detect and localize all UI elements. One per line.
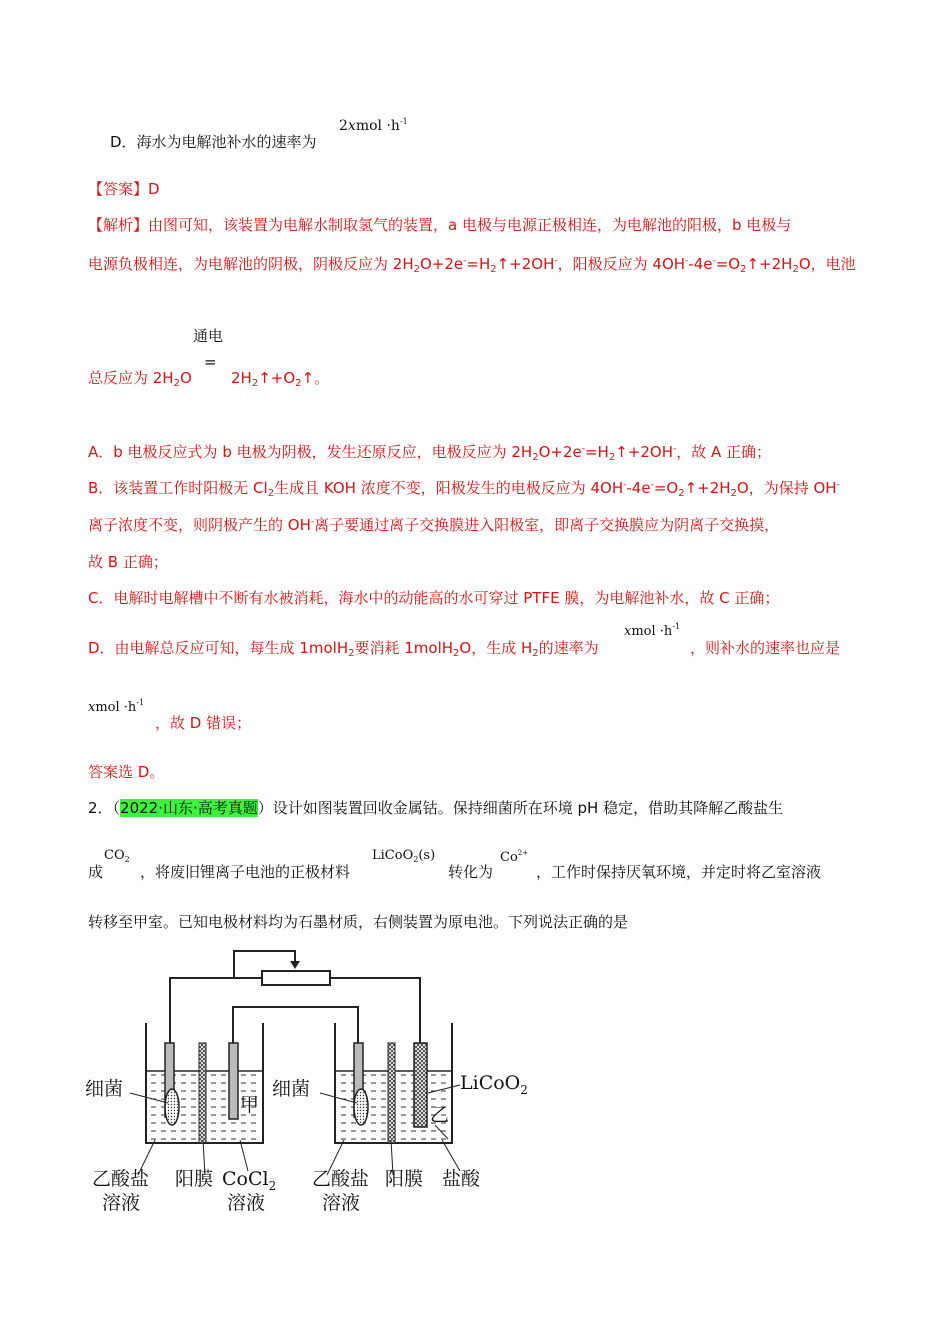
q2-line-1 [88,798,783,818]
rate-unit: mol [355,118,383,134]
q2-line-2b [140,862,350,882]
rate-dot: ·h [659,624,673,639]
rate-exp: -1 [672,622,681,631]
sup: - [554,256,558,266]
seg: -4e [626,479,651,497]
sub: 2 [348,648,355,659]
rate-exp: -1 [399,117,408,126]
seg: =H [466,255,491,273]
q2-line-2d [536,862,821,882]
seg: O，为保持 OH [736,479,837,497]
analysis-line-1 [88,215,791,235]
seg: 电源负极相连，为电解池的阴极，阴极反应为 2H [88,255,414,273]
seg: ↑。 [301,369,330,387]
q2-co2 [104,848,130,863]
sub: 2 [267,488,275,499]
sub: 2 [792,264,799,275]
option-d-text: D．海水为电解池补水的速率为 [110,133,317,151]
seg: O，生成 H [459,639,533,657]
explain-b-1 [88,478,840,498]
apparatus-diagram [80,935,550,1225]
sub: 2 [490,264,497,275]
seg: 总反应为 2H [88,369,174,387]
explain-d-2 [155,713,251,733]
total-reaction-right [231,368,329,388]
sup: - [310,517,315,527]
answer-line [88,179,160,199]
seg: ↑+O [258,369,296,387]
explain-d-rate-1 [624,624,680,639]
licoo2-text: LiCoO [460,1072,521,1094]
sub: 2 [532,452,539,463]
seg: ↑+2H [746,255,793,273]
label-bacteria-right: 细菌 [272,1078,311,1100]
sup: - [650,480,654,490]
sup: - [581,444,585,454]
bacteria-right [354,1089,368,1125]
sub: 2 [251,378,259,389]
label-solution-3: 溶液 [322,1192,361,1214]
total-reaction-left [88,368,192,388]
seg: ，故 A 正确； [676,443,772,461]
cocl2-text: CoCl [222,1168,269,1190]
analysis-text-1: 由图可知，该装置为电解水制取氢气的装置，a 电极与电源正极相连，为电解池的阳极，b 电极与 [148,216,792,234]
left-cell [146,1023,263,1143]
rate-exp: -1 [136,698,145,707]
label-bacteria-left: 细菌 [85,1078,124,1100]
q2-licoo2 [372,848,435,863]
seg: ↑+2H [684,479,731,497]
licoo2: LiCoO [372,848,414,863]
sup: - [685,256,689,266]
seg: ，阳极反应为 4OH [557,255,686,273]
sub: 2 [532,648,539,659]
membrane-left [199,1043,206,1143]
rate-var: x [88,700,96,715]
rate-dot: ·h [386,118,400,134]
seg: ↑+2OH [496,255,555,273]
sub: 2 [295,378,302,389]
condition-eq [204,352,217,372]
sup: - [836,480,840,490]
explain-d-rate-2 [88,700,144,715]
licoo2-electrode [414,1043,427,1127]
final-answer [88,762,164,782]
rate-unit: mol [95,700,120,715]
sup: - [673,444,677,454]
explain-b-2 [88,515,779,535]
q2-line-3 [88,912,628,932]
label-hcl: 盐酸 [442,1168,481,1190]
sub: 2 [678,488,685,499]
label-solution-1: 溶液 [102,1192,141,1214]
cocl2-sub: 2 [268,1179,277,1193]
sub: 2 [124,855,130,864]
seg: O+2e [419,255,464,273]
rate-coef: 2 [339,118,348,134]
sup: - [712,256,716,266]
bacteria-left [165,1089,179,1125]
seg: =H [584,443,609,461]
condition-text: 通电 [193,327,224,345]
label-yi: 乙 [430,1104,450,1126]
answer-label: 【答案】 [88,180,149,198]
rate-dot: ·h [123,700,137,715]
seg: ↑+2OH [615,443,673,461]
sup: 2+ [517,849,529,857]
rate-unit: mol [631,624,656,639]
label-solution-2: 溶液 [227,1192,266,1214]
label-cocl2 [222,1168,276,1193]
rheostat-slider-arrow [290,961,300,969]
label-membrane-1: 阳膜 [175,1168,214,1190]
electrode-left-b [229,1043,238,1119]
label-jia: 甲 [240,1094,260,1116]
explain-c [88,588,779,608]
sup: - [463,256,467,266]
state: (s) [418,848,436,863]
seg: 生成且 KOH 浓度不变，阳极发生的电极反应为 4OH [274,479,624,497]
seg: D．由电解总反应可知，每生成 1molH [88,639,349,657]
rate-var: x [624,624,632,639]
seg: ，将废旧锂离子电池的正极材料 [140,863,351,881]
explain-d-1 [88,638,599,658]
licoo2-sub: 2 [520,1083,528,1097]
seg: ，则补水的速率也应是 [690,639,841,657]
seg: 2H [231,369,252,387]
membrane-right [388,1043,395,1143]
seg: 故 B 正确； [88,553,168,571]
sub: 2 [413,264,420,275]
seg: ）设计如图装置回收金属钴。保持细菌所在环境 pH 稳定，借助其降解乙酸盐生 [257,799,784,817]
seg: 成 [88,863,104,881]
seg: 转移至甲室。已知电极材料均为石墨材质，右侧装置为原电池。下列说法正确的是 [88,913,629,931]
sub: 2 [608,452,616,463]
rate-var: x [347,118,356,134]
seg: 答案选 D。 [88,763,165,781]
seg: =O [715,255,741,273]
label-licoo2 [460,1072,528,1097]
label-membrane-2: 阳膜 [385,1168,424,1190]
option-d-rate [339,118,408,134]
seg: B．该装置工作时阳极无 Cl [88,479,268,497]
sub: 2 [413,855,419,864]
sub: 2 [453,648,460,659]
seg: O，电池 [798,255,856,273]
seg: ，故 D 错误； [155,714,252,732]
label-acetate-1: 乙酸盐 [92,1168,150,1190]
seg: 离子要通过离子交换膜进入阳极室，即离子交换膜应为阴离子交换摸， [314,516,780,534]
sub: 2 [173,378,180,389]
sub: 2 [740,264,747,275]
label-acetate-2: 乙酸盐 [312,1168,370,1190]
co: Co [500,850,518,865]
q2-number: 2．（ [88,799,121,817]
q2-co-ion [500,850,528,865]
explain-b-3 [88,552,168,572]
analysis-line-2 [88,254,856,274]
seg: C．电解时电解槽中不断有水被消耗，海水中的动能高的水可穿过 PTFE 膜，为电解池补水，故 C 正确； [88,589,780,607]
sup: - [623,480,627,490]
seg: -4e [688,255,713,273]
rheostat [262,971,330,985]
seg: 的速率为 [538,639,599,657]
q2-line-2c [448,862,493,882]
condition-label [193,326,223,346]
sub: 2 [730,488,737,499]
option-d [110,132,317,152]
seg: A．b 电极反应式为 b 电极为阴极，发生还原反应，电极反应为 2H [88,443,533,461]
explain-d-1b [690,638,840,658]
seg: 转化为 [448,863,494,881]
co2: CO [104,848,125,863]
seg: =O [653,479,679,497]
seg: O [179,369,192,387]
seg: ，工作时保持厌氧环境，并定时将乙室溶液 [536,863,822,881]
q2-source-tag: 2022·山东·高考真题 [120,799,258,817]
q2-line-2 [88,862,103,882]
seg: 要消耗 1molH [354,639,454,657]
analysis-label: 【解析】 [88,216,149,234]
seg: O+2e [538,443,582,461]
explain-a [88,442,771,462]
eq-sign: = [204,353,217,371]
answer-value: D [148,180,160,198]
seg: 离子浓度不变，则阴极产生的 OH [88,516,311,534]
